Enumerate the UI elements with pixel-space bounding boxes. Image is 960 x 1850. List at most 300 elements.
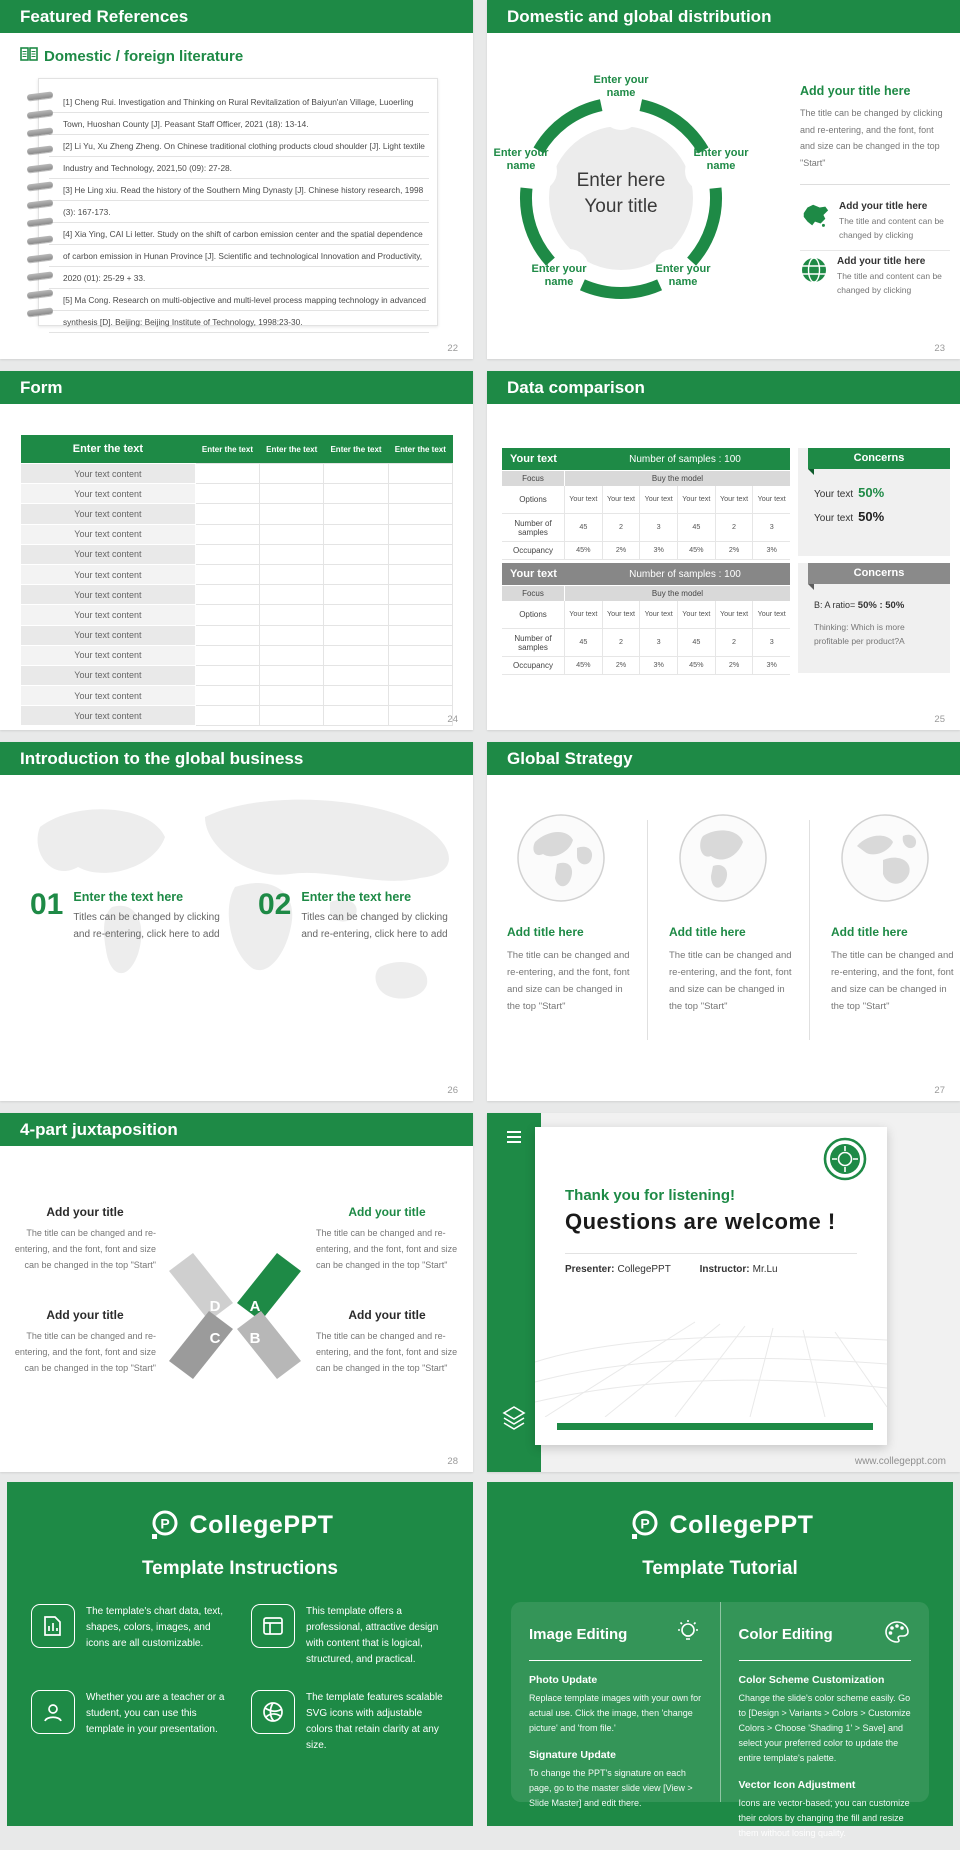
table-cell (388, 585, 452, 605)
slide-title: 4-part juxtaposition (20, 1120, 178, 1139)
table-cell (260, 665, 324, 685)
table-cell (324, 706, 388, 726)
cell: 45% (678, 657, 716, 674)
card-title: Color Editing (738, 1626, 833, 1643)
focus-label: Focus (502, 471, 564, 486)
table-cell (260, 585, 324, 605)
slide-title: Domestic and global distribution (507, 7, 772, 26)
row-label: Your text content (21, 464, 196, 484)
slide-title: Data comparison (507, 378, 645, 397)
cell: 2% (716, 542, 754, 559)
slide-global-strategy (487, 742, 960, 1101)
cell: 45 (678, 629, 716, 656)
table-cell (260, 645, 324, 665)
row-label: Number of samples (502, 629, 565, 656)
concerns-box-2 (798, 563, 950, 673)
globe-icon (677, 812, 769, 904)
cell: 45 (678, 514, 716, 541)
cell: 45% (678, 542, 716, 559)
table-name: Your text (510, 568, 557, 580)
table-cell (195, 645, 259, 665)
presenter-label: Presenter: (565, 1264, 615, 1275)
diagram-center-line1: Enter here (576, 170, 666, 191)
table-cell (195, 686, 259, 706)
item-heading: Enter the text here (73, 890, 184, 904)
cell: 45 (565, 514, 603, 541)
table-row (21, 524, 453, 544)
reference-item: [5] Ma Cong. Research on multi-objective and multi-level process mapping technology in advanced synthesis [D]. Beijing: Beijing Institute of Technology, 1998:23-30. (63, 295, 426, 327)
page-number: 25 (934, 714, 945, 725)
table-cell (260, 464, 324, 484)
panel-template-tutorial (487, 1482, 953, 1838)
green-sidebar (487, 1113, 541, 1472)
cell: Your text (757, 609, 786, 619)
strategy-column (507, 812, 635, 1015)
column-heading: Add title here (669, 925, 746, 939)
instructor-label: Instructor: (699, 1264, 750, 1275)
concern-text: Your text (814, 489, 854, 500)
list-item (800, 251, 950, 305)
svg-text:P: P (639, 1515, 650, 1532)
row-label: Your text content (21, 484, 196, 504)
block-body: The title can be changed and re-entering, and the font, font and size can be changed in the top "Start" (14, 1331, 156, 1373)
list-item-text (839, 201, 950, 242)
item-body: The title and content can be changed by clicking (839, 216, 944, 240)
list-item-text (837, 256, 950, 297)
panel-heading: Template Tutorial (642, 1558, 798, 1579)
cell: Your text (678, 486, 716, 513)
china-map-icon (800, 201, 830, 234)
numbered-item (30, 890, 235, 943)
row-label: Options (502, 486, 565, 513)
column-body: The title can be changed by clicking and re-entering, and the font, font and size can be changed in the top "Start" (800, 108, 943, 168)
ribbon-letter-d: D (209, 1298, 221, 1315)
cell: 2 (603, 514, 641, 541)
row-label: Occupancy (502, 542, 565, 559)
slide-title-bar (487, 0, 960, 33)
diagram-label: Enter your name (693, 147, 749, 172)
wireframe-mesh (535, 1292, 887, 1417)
column-header: Enter the text (388, 435, 452, 464)
table-cell (388, 605, 452, 625)
concern-value: 50% (858, 509, 885, 524)
cell: 3 (769, 522, 774, 532)
slide-title-bar (0, 371, 473, 404)
cell: Your text (565, 486, 603, 513)
numbers-row (502, 629, 790, 657)
layers-icon (502, 1405, 526, 1436)
strategy-column (669, 812, 797, 1015)
instruction-text: The template features scalable SVG icons with adjustable colors that retain clarity at any size. (306, 1692, 443, 1751)
column-divider (809, 820, 810, 1040)
table-row (21, 585, 453, 605)
row-label: Your text content (21, 706, 196, 726)
table-cell (324, 665, 388, 685)
instruction-text: The template's chart data, text, shapes, colors, images, and icons are all customizable. (86, 1606, 223, 1649)
palette-icon (883, 1618, 911, 1651)
table-row (21, 564, 453, 584)
instruction-item (251, 1690, 449, 1754)
green-accent-bar (557, 1423, 873, 1430)
column-body: The title can be changed and re-entering, and the font, font and size can be changed in the top "Start" (507, 950, 630, 1012)
cell: 45% (565, 542, 603, 559)
concern-line (814, 485, 938, 500)
circular-diagram (493, 30, 777, 350)
table-cell (388, 544, 452, 564)
ratio-label: B: A ratio= (814, 600, 856, 610)
cell: 2 (716, 514, 754, 541)
table-row (21, 464, 453, 484)
diagram-center-line2: Your title (584, 196, 658, 217)
collegeppt-logo-icon (627, 1508, 661, 1542)
brand-row (7, 1508, 473, 1542)
panel-heading: Template Instructions (141, 1558, 338, 1579)
table-cell (260, 504, 324, 524)
cell: 3 (640, 629, 678, 656)
university-seal (823, 1137, 867, 1186)
item-body: Titles can be changed by clicking and re-entering, click here to add (73, 912, 220, 940)
samples-label: Number of samples : 100 (629, 453, 741, 465)
cell: 3 (640, 514, 678, 541)
table-cell (195, 504, 259, 524)
tutorial-cards (511, 1602, 929, 1838)
focus-row (502, 586, 790, 601)
x-ribbon-graphic (155, 1241, 315, 1391)
table-cell (260, 686, 324, 706)
cell: Your text (603, 486, 641, 513)
table-cell (324, 524, 388, 544)
page-number: 24 (447, 714, 458, 725)
cell: Your text (678, 601, 716, 628)
text-block (14, 1308, 156, 1376)
row-label: Options (502, 601, 565, 628)
occupancy-row (502, 657, 790, 675)
section-heading: Color Scheme Customization (738, 1674, 885, 1686)
section-heading: Vector Icon Adjustment (738, 1779, 856, 1791)
table-name: Your text (510, 453, 557, 465)
column-heading: Add title here (507, 925, 584, 939)
slide-title: Form (20, 378, 63, 397)
row-label: Your text content (21, 504, 196, 524)
presenter-value: CollegePPT (617, 1264, 671, 1275)
table-cell (324, 686, 388, 706)
diagram-center-text (541, 168, 701, 220)
block-body: The title can be changed and re-entering, and the font, font and size can be changed in the top "Start" (14, 1228, 156, 1270)
slide-title-bar (487, 742, 960, 775)
svg-text:P: P (159, 1515, 170, 1532)
instruction-text: Whether you are a teacher or a student, you can use this template in your presentation. (86, 1692, 225, 1735)
design-layout-icon (251, 1604, 295, 1648)
item-text (301, 890, 463, 943)
right-column (800, 84, 950, 305)
card-header (529, 1618, 702, 1661)
slide-title: Global Strategy (507, 749, 633, 768)
row-label: Your text content (21, 665, 196, 685)
item-body: The title and content can be changed by clicking (837, 271, 942, 295)
item-text (73, 890, 235, 943)
table-cell (324, 564, 388, 584)
block-heading: Add your title (348, 1205, 426, 1219)
table-row (21, 625, 453, 645)
cell: 2 (716, 629, 754, 656)
reference-item: [4] Xia Ying, CAI Li letter. Study on the shift of carbon emission center and the spatial dependence of carbon emission in Hunan Province [J]. Scientific and technological Innovation and Productivity, 2020 (01): 25-29 + 33. (63, 229, 423, 283)
instruction-grid (31, 1604, 449, 1754)
card-header (739, 1618, 912, 1661)
table-cell (195, 605, 259, 625)
globe-icon (515, 812, 607, 904)
options-row (502, 486, 790, 514)
tutorial-card-color-editing (720, 1602, 930, 1838)
cell: 3% (640, 657, 678, 674)
brand-name: CollegePPT (669, 1510, 814, 1539)
row-label: Occupancy (502, 657, 565, 674)
table-cell (195, 464, 259, 484)
brand-row (487, 1508, 953, 1542)
table-cell (388, 665, 452, 685)
concerns-header: Concerns (808, 448, 950, 469)
section-body: Change the slide's color scheme easily. Go to [Design > Variants > Colors > Customize Colors > Choose 'Shading 1' > Save] and select your preferred color to update the entire template's palette. (738, 1693, 911, 1763)
comparison-table-1 (502, 448, 790, 560)
list-item (800, 196, 950, 251)
thanks-title: Questions are welcome ! (565, 1209, 836, 1234)
cell: 2% (716, 657, 754, 674)
concerns-box-1 (798, 448, 950, 556)
table-cell (195, 665, 259, 685)
slide-title: Featured References (20, 7, 189, 26)
slide-4-part-juxtaposition (0, 1113, 473, 1472)
item-heading: Add your title here (839, 201, 928, 212)
divider (800, 184, 950, 185)
brand-name: CollegePPT (189, 1510, 334, 1539)
table-cell (260, 605, 324, 625)
slide-title-bar (0, 742, 473, 775)
table-row (21, 645, 453, 665)
block-body: The title can be changed and re-entering, and the font, font and size can be changed in the top "Start" (316, 1331, 458, 1373)
table-cell (388, 524, 452, 544)
section-body: Icons are vector-based; you can customize their colors by changing the fill and resize them without losing quality. (738, 1798, 910, 1838)
column-header: Enter the text (195, 435, 259, 464)
options-row (502, 601, 790, 629)
table-cell (388, 706, 452, 726)
text-block (316, 1308, 458, 1376)
block-heading: Add your title (348, 1308, 426, 1322)
card-title: Image Editing (529, 1626, 628, 1643)
divider (565, 1253, 857, 1254)
tutorial-card-image-editing (511, 1602, 720, 1808)
form-table (20, 435, 453, 726)
item-body: Titles can be changed by clicking and re-entering, click here to add (301, 912, 448, 940)
concerns-body (798, 469, 950, 543)
column-heading: Add your title here (800, 84, 911, 98)
section-title-row (20, 47, 243, 65)
column-header: Enter the text (21, 435, 196, 464)
vector-ball-icon (251, 1690, 295, 1734)
samples-label: Number of samples : 100 (629, 568, 741, 580)
cell: 3% (640, 542, 678, 559)
website-url: www.collegeppt.com (854, 1456, 946, 1467)
references-list (49, 91, 429, 333)
table-cell (324, 544, 388, 564)
column-body: The title can be changed and re-entering, and the font, font and size can be changed in the top "Start" (669, 950, 792, 1012)
table-cell (260, 564, 324, 584)
table-row (21, 484, 453, 504)
instruction-text: This template offers a professional, attractive design with content that is logical, structured, and practical. (306, 1606, 439, 1665)
cell: Your text (565, 601, 603, 628)
table-cell (388, 625, 452, 645)
globe-icon (839, 812, 931, 904)
reference-item: [2] Li Yu, Xu Zheng Zheng. On Chinese traditional clothing products cloud shoulder [J]. Light textile Industry and Technology, 2021,50 (09): 27-28. (63, 141, 425, 173)
focus-label: Focus (502, 586, 564, 601)
presenter-line (565, 1264, 778, 1275)
section-heading: Photo Update (529, 1674, 598, 1686)
table-row (21, 665, 453, 685)
ratio-value: 50% : 50% (857, 600, 905, 611)
ribbon-letter-c: C (209, 1330, 221, 1347)
table-cell (324, 645, 388, 665)
slide-title-bar (0, 0, 473, 33)
collegeppt-logo-icon (147, 1508, 181, 1542)
cell: Your text (640, 601, 678, 628)
slide-form (0, 371, 473, 730)
table-row (21, 686, 453, 706)
numbers-row (502, 514, 790, 542)
row-label: Your text content (21, 645, 196, 665)
instruction-item (31, 1604, 229, 1668)
table-cell (260, 544, 324, 564)
chart-data-icon (31, 1604, 75, 1648)
lightbulb-icon (674, 1618, 702, 1651)
page-number: 22 (447, 343, 458, 354)
table-cell (260, 484, 324, 504)
ratio-line (814, 600, 938, 611)
page-number: 26 (447, 1085, 458, 1096)
cell: 2% (603, 542, 641, 559)
concerns-body (798, 584, 950, 658)
concern-line (814, 509, 938, 524)
row-label: Your text content (21, 564, 196, 584)
slide-data-comparison (487, 371, 960, 730)
book-icon (20, 47, 38, 65)
table-cell (195, 544, 259, 564)
block-heading: Add your title (46, 1205, 124, 1219)
instruction-item (251, 1604, 449, 1668)
table-cell (388, 645, 452, 665)
table-row (21, 544, 453, 564)
item-heading: Enter the text here (301, 890, 412, 904)
cell: 45% (565, 657, 603, 674)
table-cell (195, 484, 259, 504)
slide-featured-references (0, 0, 473, 359)
table-cell (260, 706, 324, 726)
cell: Your text (757, 494, 786, 504)
references-card (38, 78, 438, 326)
table-cell (388, 504, 452, 524)
section-body: To change the PPT's signature on each page, go to the master slide view [View > Slide Master] and edit there. (529, 1768, 693, 1808)
page-number: 23 (934, 343, 945, 354)
globe-icon (800, 256, 828, 289)
instruction-item (31, 1690, 229, 1754)
table-cell (195, 524, 259, 544)
row-label: Your text content (21, 605, 196, 625)
table-header (502, 563, 790, 585)
diagram-label: Enter your name (655, 263, 711, 288)
table-cell (195, 625, 259, 645)
table-cell (388, 686, 452, 706)
block-heading: Add your title (46, 1308, 124, 1322)
cell: Your text (603, 601, 641, 628)
table-cell (324, 605, 388, 625)
person-icon (31, 1690, 75, 1734)
table-cell (324, 484, 388, 504)
table-cell (388, 484, 452, 504)
row-label: Your text content (21, 686, 196, 706)
cell: 3% (766, 545, 777, 555)
cell: 3% (766, 660, 777, 670)
cell: 45 (565, 629, 603, 656)
page-number: 27 (934, 1085, 945, 1096)
strategy-column (831, 812, 959, 1015)
cell: Your text (716, 601, 754, 628)
section-heading: Signature Update (529, 1749, 616, 1761)
column-heading: Add title here (831, 925, 908, 939)
instructor-value: Mr.Lu (752, 1264, 778, 1275)
row-label: Your text content (21, 544, 196, 564)
row-label: Your text content (21, 625, 196, 645)
diagram-label: Enter your name (593, 74, 649, 99)
table-cell (195, 585, 259, 605)
column-header: Enter the text (260, 435, 324, 464)
numbered-item (258, 890, 463, 943)
concern-text: Your text (814, 513, 854, 524)
diagram-label: Enter your name (531, 263, 587, 288)
panel-template-instructions (7, 1482, 473, 1826)
concern-value: 50% (858, 485, 885, 500)
cell: 3 (769, 637, 774, 647)
cell: Your text (640, 486, 678, 513)
table-cell (324, 504, 388, 524)
column-divider (647, 820, 648, 1040)
table-cell (324, 464, 388, 484)
table-cell (324, 585, 388, 605)
concerns-header: Concerns (808, 563, 950, 584)
reference-item: [3] He Ling xiu. Read the history of the Southern Ming Dynasty [J]. Chinese history research, 1998 (3): 167-173. (63, 185, 424, 217)
slide-thank-you (487, 1113, 960, 1472)
section-body: Replace template images with your own for actual use. Click the image, then 'change picture' and 'from file.' (529, 1693, 702, 1733)
table-cell (260, 524, 324, 544)
slide-title-bar (0, 1113, 473, 1146)
occupancy-row (502, 542, 790, 560)
focus-value: Buy the model (565, 471, 790, 486)
section-title: Domestic / foreign literature (44, 47, 244, 65)
thanks-subtitle: Thank you for listening! (565, 1187, 736, 1204)
cover-card (535, 1127, 887, 1445)
table-row (21, 605, 453, 625)
cell: 2% (603, 657, 641, 674)
block-body: The title can be changed and re-entering, and the font, font and size can be changed in the top "Start" (316, 1228, 458, 1270)
table-cell (195, 564, 259, 584)
page-number: 28 (447, 1456, 458, 1467)
slide-global-business-intro (0, 742, 473, 1101)
table-row (21, 706, 453, 726)
table-header (502, 448, 790, 470)
table-cell (324, 625, 388, 645)
concern-note: Thinking: Which is more profitable per product?A (814, 622, 905, 646)
table-cell (260, 625, 324, 645)
column-header: Enter the text (324, 435, 388, 464)
item-number: 01 (30, 888, 64, 921)
cell: Your text (716, 486, 754, 513)
row-label: Your text content (21, 524, 196, 544)
